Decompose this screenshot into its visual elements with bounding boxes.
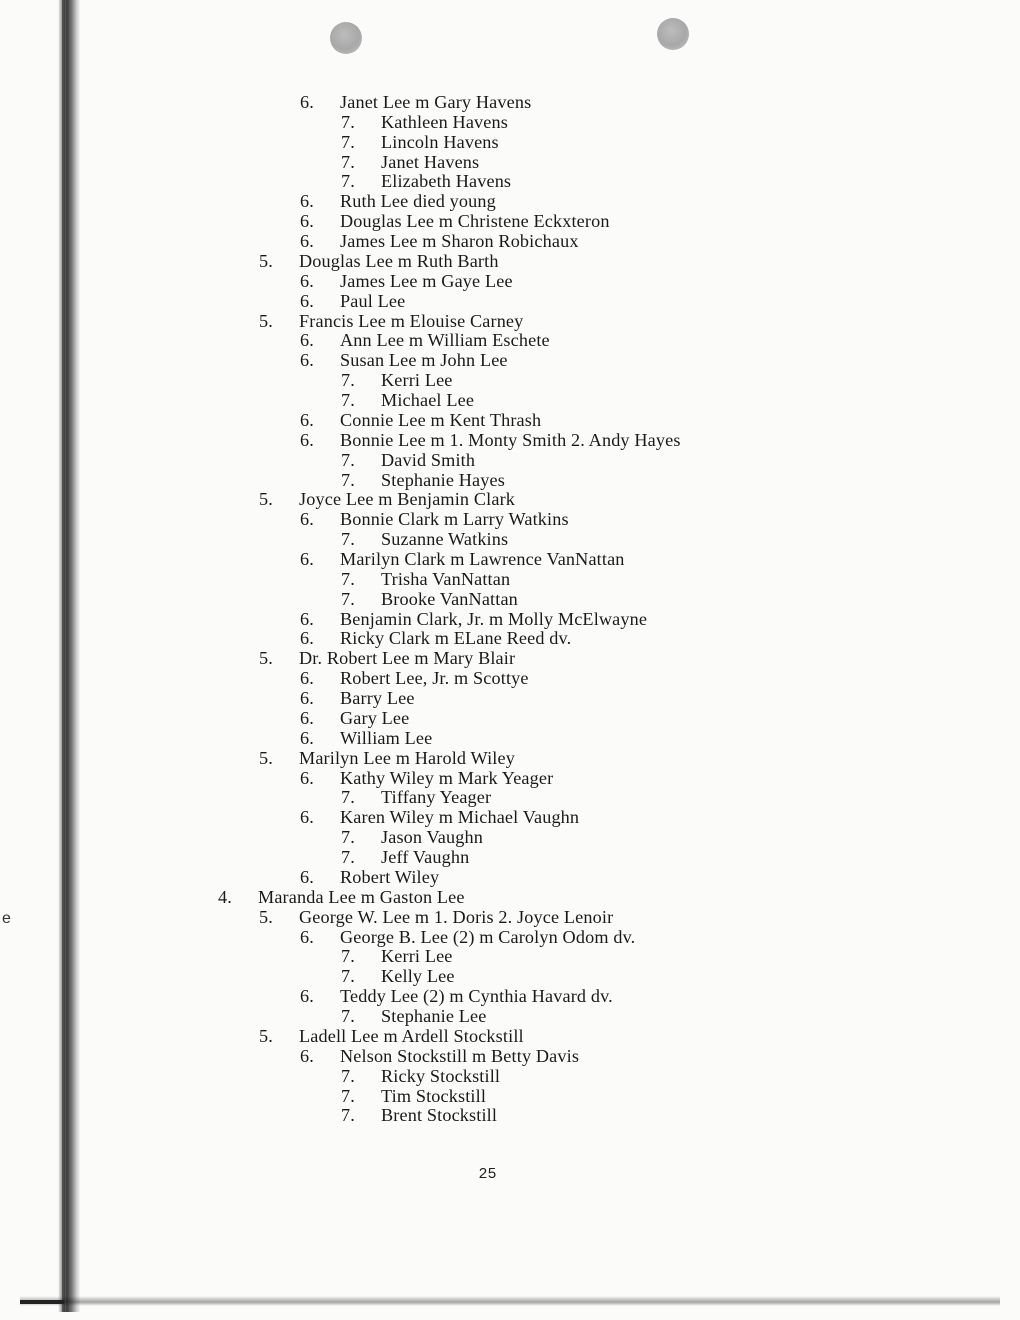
generation-number: 6. xyxy=(300,628,314,649)
punch-hole-left xyxy=(330,22,362,54)
genealogy-entry xyxy=(300,92,531,112)
generation-number: 6. xyxy=(300,549,314,569)
person-entry-text: Kelly Lee xyxy=(381,966,455,987)
person-entry-text: Benjamin Clark, Jr. m Molly McElwayne xyxy=(340,608,648,629)
genealogy-entry xyxy=(300,271,513,291)
genealogy-entry xyxy=(300,350,508,370)
person-entry-text: Ladell Lee m Ardell Stockstill xyxy=(299,1025,524,1046)
person-entry-text: Ruth Lee died young xyxy=(340,191,496,212)
generation-number: 7. xyxy=(341,946,355,967)
person-entry-text: Maranda Lee m Gaston Lee xyxy=(258,886,465,907)
person-entry-text: Jason Vaughn xyxy=(381,827,483,848)
person-entry-text: Jeff Vaughn xyxy=(381,847,470,868)
genealogy-entry xyxy=(259,748,515,768)
genealogy-entry xyxy=(341,1006,486,1026)
genealogy-entry xyxy=(259,311,523,331)
generation-number: 7. xyxy=(341,1065,355,1086)
genealogy-entry xyxy=(341,152,479,172)
person-entry-text: Ann Lee m William Eschete xyxy=(340,330,550,351)
generation-number: 6. xyxy=(300,429,314,450)
person-entry-text: Trisha VanNattan xyxy=(381,568,511,589)
person-entry-text: Ricky Clark m ELane Reed dv. xyxy=(340,628,572,649)
generation-number: 5. xyxy=(259,906,273,927)
person-entry-text: Robert Lee, Jr. m Scottye xyxy=(340,668,529,689)
generation-number: 7. xyxy=(341,449,355,470)
person-entry-text: Connie Lee m Kent Thrash xyxy=(340,409,542,430)
genealogy-entry xyxy=(300,509,569,529)
person-entry-text: Kathleen Havens xyxy=(381,111,508,132)
person-entry-text: William Lee xyxy=(340,727,433,748)
genealogy-entry xyxy=(341,470,505,490)
person-entry-text: David Smith xyxy=(381,449,476,470)
person-entry-text: Barry Lee xyxy=(340,688,415,709)
genealogy-entry xyxy=(300,410,541,430)
person-entry-text: Bonnie Lee m 1. Monty Smith 2. Andy Hayes xyxy=(340,429,681,450)
genealogy-entry xyxy=(341,171,511,191)
generation-number: 7. xyxy=(341,1105,355,1126)
person-entry-text: Douglas Lee m Christene Eckxteron xyxy=(340,211,610,232)
generation-number: 7. xyxy=(341,171,355,192)
generation-number: 6. xyxy=(300,231,314,252)
person-entry-text: Teddy Lee (2) m Cynthia Havard dv. xyxy=(340,986,613,1007)
genealogy-entry xyxy=(300,668,529,688)
genealogy-entry xyxy=(300,1046,579,1066)
person-entry-text: Lincoln Havens xyxy=(381,131,499,152)
genealogy-entry xyxy=(341,787,491,807)
generation-number: 7. xyxy=(341,588,355,609)
genealogy-entry xyxy=(300,291,405,311)
generation-number: 5. xyxy=(259,747,273,768)
generation-number: 7. xyxy=(341,827,355,848)
generation-number: 6. xyxy=(300,330,314,351)
genealogy-entry xyxy=(341,112,508,132)
genealogy-entry xyxy=(300,768,553,788)
person-entry-text: Tiffany Yeager xyxy=(381,787,492,808)
generation-number: 7. xyxy=(341,469,355,490)
generation-number: 6. xyxy=(300,191,314,212)
generation-number: 7. xyxy=(341,847,355,868)
generation-number: 6. xyxy=(300,270,314,291)
person-entry-text: Kerri Lee xyxy=(381,370,453,391)
generation-number: 6. xyxy=(300,866,314,887)
person-entry-text: Kerri Lee xyxy=(381,946,453,967)
generation-number: 6. xyxy=(300,986,314,1007)
genealogy-entry xyxy=(300,211,610,231)
person-entry-text: Gary Lee xyxy=(340,707,410,728)
genealogy-entry xyxy=(300,330,550,350)
genealogy-entry xyxy=(341,390,474,410)
generation-number: 7. xyxy=(341,151,355,172)
generation-number: 6. xyxy=(300,707,314,728)
punch-hole-right xyxy=(657,18,689,50)
generation-number: 5. xyxy=(259,1025,273,1046)
person-entry-text: James Lee m Gaye Lee xyxy=(340,270,513,291)
generation-number: 6. xyxy=(300,807,314,828)
generation-number: 7. xyxy=(341,1006,355,1027)
generation-number: 7. xyxy=(341,787,355,808)
person-entry-text: Kathy Wiley m Mark Yeager xyxy=(340,767,554,788)
generation-number: 6. xyxy=(300,92,314,112)
generation-number: 5. xyxy=(259,310,273,331)
genealogy-entry xyxy=(341,1105,497,1125)
genealogy-entry xyxy=(341,569,510,589)
generation-number: 5. xyxy=(259,250,273,271)
generation-number: 7. xyxy=(341,568,355,589)
generation-number: 6. xyxy=(300,688,314,709)
person-entry-text: Nelson Stockstill m Betty Davis xyxy=(340,1045,580,1066)
genealogy-entry xyxy=(300,728,432,748)
generation-number: 6. xyxy=(300,926,314,947)
genealogy-entry xyxy=(259,1026,524,1046)
generation-number: 6. xyxy=(300,668,314,689)
person-entry-text: Karen Wiley m Michael Vaughn xyxy=(340,807,580,828)
genealogy-entry xyxy=(341,827,483,847)
generation-number: 5. xyxy=(259,648,273,669)
person-entry-text: George W. Lee m 1. Doris 2. Joyce Lenoir xyxy=(299,906,614,927)
person-entry-text: Dr. Robert Lee m Mary Blair xyxy=(299,648,516,669)
genealogy-entry xyxy=(341,450,475,470)
person-entry-text: Stephanie Hayes xyxy=(381,469,505,490)
genealogy-entry xyxy=(341,589,518,609)
genealogy-entry xyxy=(300,867,439,887)
genealogy-entry xyxy=(300,549,625,569)
generation-number: 7. xyxy=(341,111,355,132)
generation-number: 7. xyxy=(341,529,355,550)
generation-number: 7. xyxy=(341,131,355,152)
generation-number: 7. xyxy=(341,370,355,391)
generation-number: 6. xyxy=(300,350,314,371)
generation-number: 6. xyxy=(300,290,314,311)
generation-number: 7. xyxy=(341,390,355,411)
person-entry-text: Brent Stockstill xyxy=(381,1105,498,1126)
person-entry-text: Robert Wiley xyxy=(340,866,440,887)
genealogy-entry xyxy=(300,927,635,947)
generation-number: 7. xyxy=(341,966,355,987)
person-entry-text: Brooke VanNattan xyxy=(381,588,518,609)
generation-number: 6. xyxy=(300,1045,314,1066)
generation-number: 4. xyxy=(218,886,232,907)
person-entry-text: Janet Havens xyxy=(381,151,480,172)
person-entry-text: Marilyn Clark m Lawrence VanNattan xyxy=(340,549,625,569)
genealogy-entry xyxy=(300,609,647,629)
person-entry-text: Tim Stockstill xyxy=(381,1085,487,1106)
genealogy-entry xyxy=(259,489,515,509)
person-entry-text: Elizabeth Havens xyxy=(381,171,512,192)
person-entry-text: Susan Lee m John Lee xyxy=(340,350,508,371)
genealogy-entry xyxy=(300,430,681,450)
genealogy-entry xyxy=(300,986,613,1006)
genealogy-entry xyxy=(259,251,499,271)
genealogy-entry xyxy=(300,628,571,648)
generation-number: 7. xyxy=(341,1085,355,1106)
genealogy-entry xyxy=(300,708,409,728)
person-entry-text: George B. Lee (2) m Carolyn Odom dv. xyxy=(340,926,636,947)
generation-number: 6. xyxy=(300,409,314,430)
person-entry-text: Michael Lee xyxy=(381,390,475,411)
bottom-edge-shadow xyxy=(20,1296,1000,1306)
generation-number: 6. xyxy=(300,509,314,530)
bottom-edge-mark xyxy=(20,1300,64,1304)
genealogy-entry xyxy=(259,907,613,927)
genealogy-entry xyxy=(341,847,469,867)
genealogy-entry xyxy=(341,1086,486,1106)
genealogy-entry xyxy=(300,231,579,251)
genealogy-entry xyxy=(300,688,415,708)
genealogy-entry xyxy=(341,132,499,152)
person-entry-text: Francis Lee m Elouise Carney xyxy=(299,310,524,331)
person-entry-text: Marilyn Lee m Harold Wiley xyxy=(299,747,515,768)
page-number: 25 xyxy=(478,1166,497,1183)
person-entry-text: James Lee m Sharon Robichaux xyxy=(340,231,579,252)
person-entry-text: Joyce Lee m Benjamin Clark xyxy=(299,489,516,510)
generation-number: 6. xyxy=(300,211,314,232)
genealogy-entry xyxy=(341,966,455,986)
generation-number: 6. xyxy=(300,767,314,788)
person-entry-text: Suzanne Watkins xyxy=(381,529,509,550)
margin-mark: e xyxy=(2,910,11,927)
generation-number: 6. xyxy=(300,727,314,748)
person-entry-text: Janet Lee m Gary Havens xyxy=(340,92,532,112)
genealogy-entry xyxy=(341,370,453,390)
person-entry-text: Stephanie Lee xyxy=(381,1006,487,1027)
genealogy-entry xyxy=(341,529,508,549)
generation-number: 5. xyxy=(259,489,273,510)
genealogy-entry xyxy=(218,887,465,907)
genealogy-entry xyxy=(300,807,579,827)
genealogy-entry xyxy=(259,648,515,668)
genealogy-entry xyxy=(341,946,453,966)
genealogy-entry xyxy=(341,1066,500,1086)
genealogy-entry xyxy=(300,191,496,211)
binding-edge xyxy=(62,0,65,1312)
person-entry-text: Ricky Stockstill xyxy=(381,1065,501,1086)
person-entry-text: Douglas Lee m Ruth Barth xyxy=(299,250,499,271)
person-entry-text: Paul Lee xyxy=(340,290,406,311)
generation-number: 6. xyxy=(300,608,314,629)
person-entry-text: Bonnie Clark m Larry Watkins xyxy=(340,509,569,530)
